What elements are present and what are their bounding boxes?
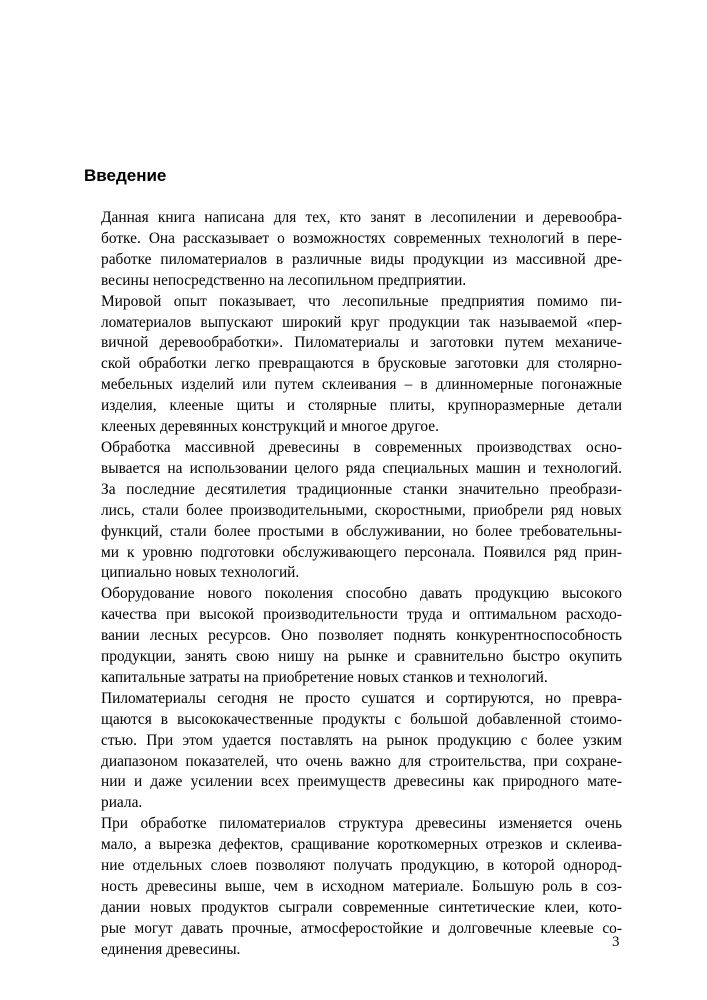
text-line: нии и даже усилении всех преимуществ древесины как природного мате- <box>101 773 622 791</box>
text-line: вывается на использовании целого ряда специальных машин и технологий. <box>101 459 622 477</box>
text-line: вании лесных ресурсов. Оно позволяет поднять конкурентноспособность <box>101 627 622 645</box>
text-line: щаются в высококачественные продукты с большой добавленной стоимо- <box>101 710 622 728</box>
text-line: ми к уровню подготовки обслуживающего персонала. Появился ряд прин- <box>101 543 622 561</box>
text-line: ность древесины выше, чем в исходном материале. Большую роль в соз- <box>101 878 622 895</box>
text-line: При обработке пиломатериалов структура древесины изменяется очень <box>101 815 622 833</box>
text-line: изделия, клееные щиты и столярные плиты, крупноразмерные детали <box>101 397 622 415</box>
text-line: лись, стали более производительными, скоростными, приобрели ряд новых <box>101 501 622 519</box>
text-line: продукции, занять свою нишу на рынке и сравнительно быстро окупить <box>101 648 622 666</box>
text-line: весины непосредственно на лесопильном предприятии. <box>101 271 467 289</box>
text-line: дании новых продуктов сыграли современные синтетические клеи, кото- <box>101 898 622 916</box>
paragraph <box>84 438 622 584</box>
text-line: ципиально новых технологий. <box>101 564 300 582</box>
paragraph <box>84 292 622 438</box>
text-line: стью. При этом удается поставлять на рынок продукцию с более узким <box>101 731 622 749</box>
text-line: ской обработки легко превращаются в брусковые заготовки для столярно- <box>101 355 622 373</box>
paragraph <box>84 584 622 689</box>
section-heading: Введение <box>84 166 167 185</box>
text-line: Обработка массивной древесины в современных производствах осно- <box>101 438 622 456</box>
text-line: клееных деревянных конструкций и многое другое. <box>101 418 439 436</box>
text-line: капитальные затраты на приобретение новых станков и технологий. <box>101 668 548 686</box>
text-line: вичной деревообработки». Пиломатериалы и заготовки путем механиче- <box>101 334 622 352</box>
text-line: риала. <box>101 794 143 812</box>
text-line: ломатериалов выпускают широкий круг продукции так называемой «пер- <box>101 313 622 331</box>
text-line: ботке. Она рассказывает о возможностях современных технологий в пере- <box>101 229 622 247</box>
page-number: 3 <box>612 934 620 950</box>
paragraph <box>84 814 622 960</box>
text-line: Мировой опыт показывает, что лесопильные предприятия помимо пи- <box>101 292 622 310</box>
text-line: Оборудование нового поколения способно давать продукцию высокого <box>101 585 622 603</box>
text-line: Пиломатериалы сегодня не просто сушатся и сортируются, но превра- <box>101 689 622 707</box>
text-line: работке пиломатериалов в различные виды продукции из массивной дре- <box>101 250 622 268</box>
text-line: Данная книга написана для тех, кто занят в лесопилении и деревообра- <box>101 209 622 226</box>
text-line: качества при высокой производительности труда и оптимальном расходо- <box>101 606 622 624</box>
body-text <box>84 208 622 961</box>
text-line: единения древесины. <box>101 940 241 958</box>
text-line: функций, стали более простыми в обслуживании, но более требовательны- <box>101 522 622 540</box>
text-line: диапазоном показателей, что очень важно для строительства, при сохране- <box>101 752 622 770</box>
text-line: мало, а вырезка дефектов, сращивание короткомерных отрезков и склеива- <box>101 836 622 854</box>
text-line: ние отдельных слоев позволяют получать продукцию, в которой однород- <box>101 857 622 875</box>
text-line: За последние десятилетия традиционные станки значительно преобрази- <box>101 480 622 498</box>
paragraph <box>84 689 622 814</box>
text-line: рые могут давать прочные, атмосферостойкие и долговечные клеевые со- <box>101 919 622 937</box>
text-line: мебельных изделий или путем склеивания – в длинномерные погонажные <box>101 376 622 394</box>
paragraph <box>84 208 622 292</box>
